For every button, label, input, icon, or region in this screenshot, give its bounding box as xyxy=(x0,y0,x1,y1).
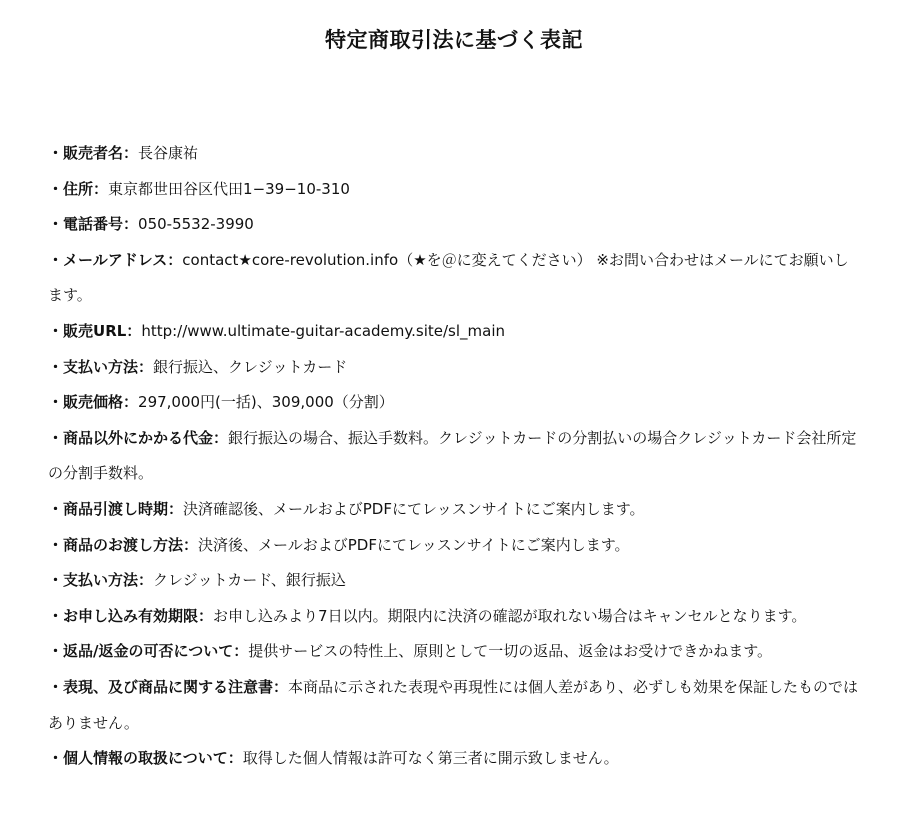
item-label: 商品引渡し時期： xyxy=(63,499,184,518)
bullet: ・ xyxy=(48,250,64,269)
bullet: ・ xyxy=(48,606,64,625)
list-item-address xyxy=(48,172,860,208)
bullet: ・ xyxy=(48,393,64,412)
item-value: 長谷康祐 xyxy=(138,144,199,162)
item-label: 商品のお渡し方法： xyxy=(63,535,199,554)
bullet: ・ xyxy=(48,357,64,376)
item-value: クレジットカード、銀行振込 xyxy=(153,571,346,590)
item-value: 銀行振込、クレジットカード xyxy=(153,357,348,376)
item-value: 決済確認後、メールおよびPDFにてレッスンサイトにご案内します。 xyxy=(183,499,645,518)
bullet: ・ xyxy=(48,642,64,661)
list-item-seller-name xyxy=(48,136,860,172)
bullet: ・ xyxy=(48,179,64,198)
bullet: ・ xyxy=(48,321,64,340)
item-value: 050-5532-3990 xyxy=(138,215,254,234)
item-value: 本商品に示された表現や再現性には個人差があり、必ずしも効果を保証したものではありません。 xyxy=(48,677,859,732)
list-item-payment-method xyxy=(48,350,860,386)
item-label: 表現、及び商品に関する注意書： xyxy=(63,677,289,696)
list-item-sales-url xyxy=(48,314,860,350)
item-label: 販売価格： xyxy=(63,393,139,412)
bullet: ・ xyxy=(48,535,64,554)
list-item-payment-method-2 xyxy=(48,563,860,599)
item-label: 住所： xyxy=(63,179,109,198)
item-value: 東京都世田谷区代田1−39−10-310 xyxy=(108,179,350,198)
item-label: 返品/返金の可否について： xyxy=(63,642,249,661)
list-item-disclaimer xyxy=(48,670,860,741)
bullet: ・ xyxy=(48,677,64,696)
disclosure-list xyxy=(48,136,860,777)
item-label: 支払い方法： xyxy=(63,357,154,376)
item-value: お申し込みより7日以内。期限内に決済の確認が取れない場合はキャンセルとなります。 xyxy=(213,606,807,625)
list-item-price xyxy=(48,385,860,421)
item-value: contact★core-revolution.info（★を＠に変えてください） ※お問い合わせはメールにてお願いします。 xyxy=(48,250,849,305)
item-value: 銀行振込の場合、振込手数料。クレジットカードの分割払いの場合クレジットカード会社所定の分割手数料。 xyxy=(48,428,857,483)
bullet: ・ xyxy=(48,215,64,234)
item-label: お申し込み有効期限： xyxy=(63,606,214,625)
item-label: 電話番号： xyxy=(63,215,139,234)
page-title: 特定商取引法に基づく表記 xyxy=(325,28,583,52)
list-item-phone xyxy=(48,207,860,243)
item-label: 販売URL： xyxy=(63,321,142,340)
item-value: 決済後、メールおよびPDFにてレッスンサイトにご案内します。 xyxy=(198,535,630,554)
bullet: ・ xyxy=(48,428,64,447)
item-value: http://www.ultimate-guitar-academy.site/sl_main xyxy=(141,321,506,340)
item-label: メールアドレス： xyxy=(63,250,183,269)
list-item-returns-refunds xyxy=(48,634,860,670)
list-item-email xyxy=(48,243,860,314)
bullet: ・ xyxy=(48,571,64,590)
list-item-privacy xyxy=(48,741,860,777)
list-item-delivery-method xyxy=(48,528,860,564)
item-value: 提供サービスの特性上、原則として一切の返品、返金はお受けできかねます。 xyxy=(248,642,773,661)
item-label: 販売者名： xyxy=(63,144,139,162)
bullet: ・ xyxy=(48,499,64,518)
item-value: 297,000円(一括)、309,000（分割） xyxy=(138,393,394,412)
list-item-delivery-timing xyxy=(48,492,860,528)
list-item-additional-fees xyxy=(48,421,860,492)
item-value: 取得した個人情報は許可なく第三者に開示致しません。 xyxy=(242,749,619,768)
item-label: 個人情報の取扱について： xyxy=(63,749,243,768)
item-label: 商品以外にかかる代金： xyxy=(63,428,229,447)
list-item-application-validity xyxy=(48,599,860,635)
bullet: ・ xyxy=(48,144,64,162)
item-label: 支払い方法： xyxy=(63,571,154,590)
bullet: ・ xyxy=(48,749,64,768)
